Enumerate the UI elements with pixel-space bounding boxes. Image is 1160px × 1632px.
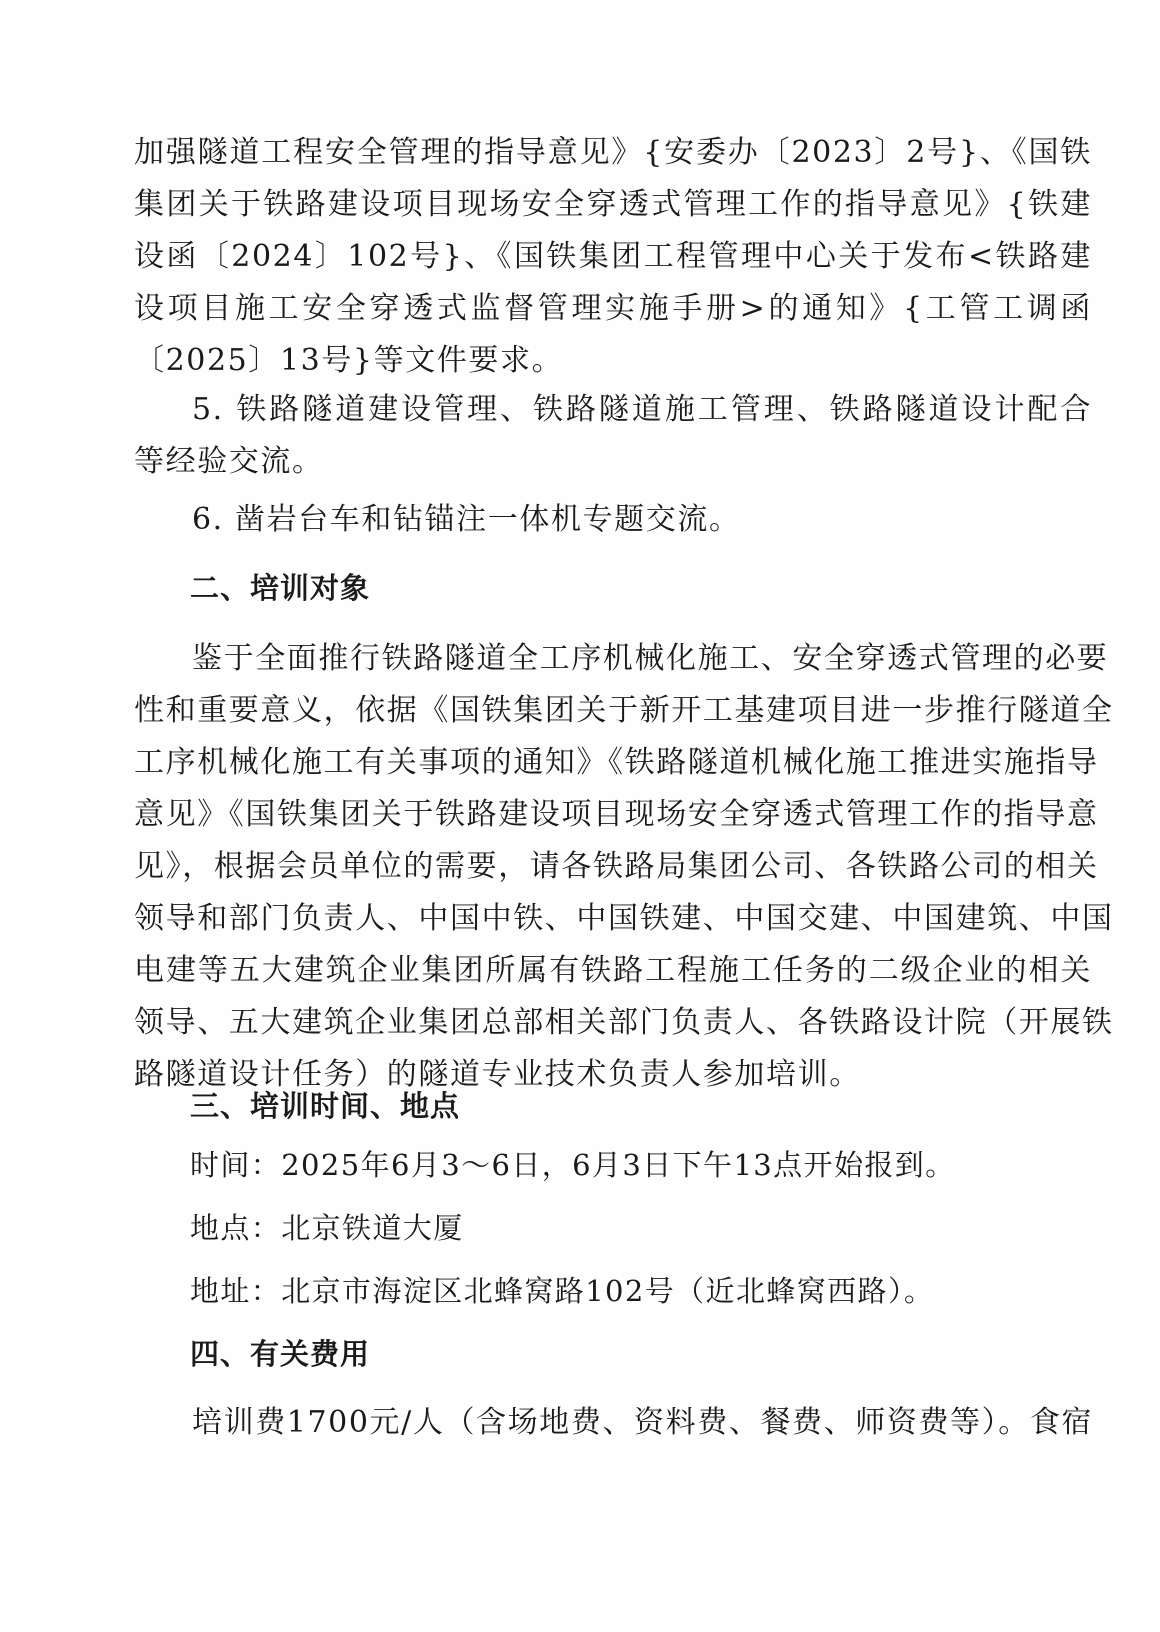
text-line: 工序机械化施工有关事项的通知》《铁路隧道机械化施工推进实施指导 (134, 745, 1099, 780)
paragraph-item-6 (134, 494, 1092, 546)
text-line: 培训费1700元/人（含场地费、资料费、餐费、师资费等）。食宿 (192, 1405, 1094, 1440)
paragraph-fees (134, 1397, 1092, 1449)
text-line: 领导、五大建筑企业集团总部相关部门负责人、各铁路设计院（开展铁 (134, 1005, 1114, 1040)
section-heading-fees: 四、有关费用 (190, 1337, 371, 1371)
text-line: 6. 凿岩台车和钻锚注一体机专题交流。 (192, 502, 741, 537)
text-line: 电建等五大建筑企业集团所属有铁路工程施工任务的二级企业的相关 (134, 953, 1092, 988)
text-line: 路隧道设计任务）的隧道专业技术负责人参加培训。 (134, 1057, 861, 1092)
text-line: 意见》《国铁集团关于铁路建设项目现场安全穿透式管理工作的指导意 (134, 797, 1099, 832)
paragraph-item-5 (134, 384, 1092, 488)
text-line: 5. 铁路隧道建设管理、铁路隧道施工管理、铁路隧道设计配合 (192, 392, 1092, 427)
section-heading-time-place: 三、培训时间、地点 (190, 1089, 461, 1123)
text-line: 领导和部门负责人、中国中铁、中国铁建、中国交建、中国建筑、中国 (134, 901, 1114, 936)
paragraph-training-targets (134, 633, 1114, 1101)
text-line: 性和重要意义，依据《国铁集团关于新开工基建项目进一步推行隧道全 (134, 693, 1114, 728)
text-line: 设函〔2024〕102号}、《国铁集团工程管理中心关于发布<铁路建 (134, 239, 1092, 274)
training-time: 时间：2025年6月3～6日，6月3日下午13点开始报到。 (190, 1148, 956, 1182)
training-venue: 地点：北京铁道大厦 (190, 1211, 464, 1245)
text-line: 等经验交流。 (134, 444, 324, 479)
text-line: 集团关于铁路建设项目现场安全穿透式管理工作的指导意见》{铁建 (134, 187, 1092, 222)
text-line: 〔2025〕13号}等文件要求。 (134, 343, 564, 378)
text-line: 鉴于全面推行铁路隧道全工序机械化施工、安全穿透式管理的必要 (192, 641, 1109, 676)
paragraph-continuation (134, 127, 1092, 387)
training-address: 地址：北京市海淀区北蜂窝路102号（近北蜂窝西路）。 (190, 1274, 935, 1308)
text-line: 加强隧道工程安全管理的指导意见》{安委办〔2023〕2号}、《国铁 (134, 135, 1092, 170)
text-line: 见》，根据会员单位的需要，请各铁路局集团公司、各铁路公司的相关 (134, 849, 1099, 884)
section-heading-training-targets: 二、培训对象 (190, 571, 371, 605)
text-line: 设项目施工安全穿透式监督管理实施手册>的通知》{工管工调函 (134, 291, 1092, 326)
